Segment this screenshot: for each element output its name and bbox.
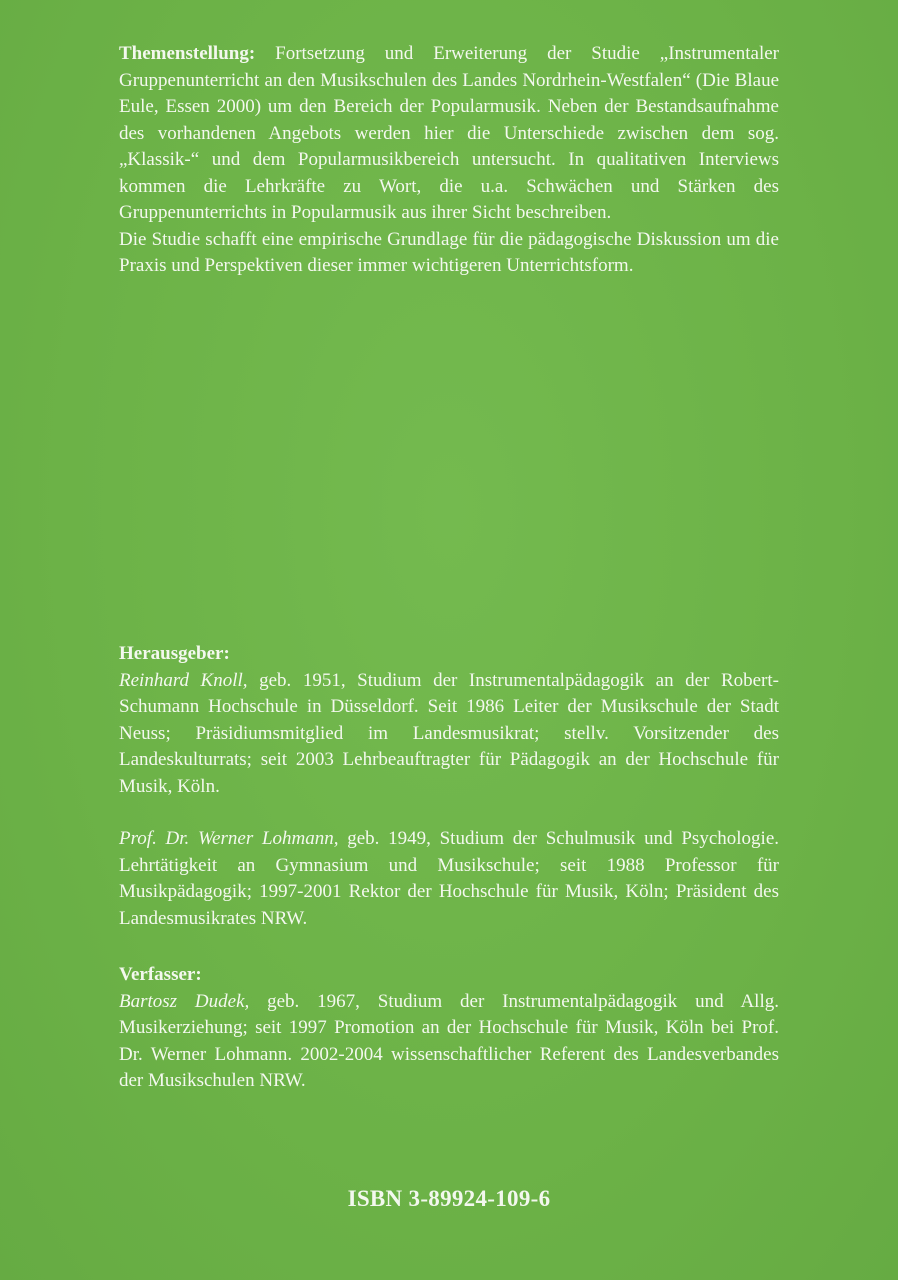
editors-section [119,641,779,932]
editor-bio-knoll [119,668,779,801]
editor-bio-lohmann [119,826,779,932]
spacer [119,800,779,826]
author-bio [119,989,779,1095]
topic-text: Fortsetzung und Erweiterung der Studie „Instrumentaler Gruppenunterricht an den Musikschulen des Landes Nordrhein-Westfalen“ (Die Blaue Eule, Essen 2000) um den Bereich der Popularmusik. Neben der Bestandsaufnahme des vorhandenen Angebots werden hier die Unterschiede zwischen dem sog. „Klassik-“ und dem Popularmusikbereich untersucht. In qualitativen Interviews kommen die Lehrkräfte zu Wort, die u.a. Schwächen und Stärken des Gruppenunterrichts in Popularmusik aus ihrer Sicht beschreiben. [119,43,779,223]
author-text: geb. 1967, Studium der Instrumentalpädagogik und Allg. Musikerziehung; seit 1997 Promotion an der Hochschule für Musik, Köln bei Prof. Dr. Werner Lohmann. 2002-2004 wissenschaftlicher Referent des Landesverbandes der Musikschulen NRW. [119,990,779,1091]
editor-text-lohmann: geb. 1949, Studium der Schulmusik und Psychologie. Lehrtätigkeit an Gymnasium und Musikschule; seit 1988 Professor für Musikpädagogik; 1997-2001 Rektor der Hochschule für Musik, Köln; Präsident des Landesmusikrates NRW. [119,828,779,929]
editor-text-knoll: geb. 1951, Studium der Instrumentalpädagogik an der Robert-Schumann Hochschule in Düsseldorf. Seit 1986 Leiter der Musikschule der Stadt Neuss; Präsidiumsmitglied im Landesmusikrat; stellv. Vorsitzender des Landeskulturrats; seit 2003 Lehrbeauftragter für Pädagogik an der Hochschule für Musik, Köln. [119,669,779,797]
topic-paragraph [119,41,779,227]
author-heading: Verfasser: [119,964,202,985]
author-name: Bartosz Dudek, [119,990,250,1012]
isbn-number: ISBN 3-89924-109-6 [347,1186,551,1211]
topic-section [119,41,779,280]
editors-heading: Herausgeber: [119,643,230,664]
editor-name-lohmann: Prof. Dr. Werner Lohmann, [119,828,339,849]
author-section [119,962,779,1095]
topic-label: Themenstellung: [119,43,256,64]
topic-paragraph-2: Die Studie schafft eine empirische Grundlage für die pädagogische Diskussion um die Praxis und Perspektiven dieser immer wichtigeren Unterrichtsform. [119,228,779,276]
editor-name-knoll: Reinhard Knoll, [119,669,248,691]
